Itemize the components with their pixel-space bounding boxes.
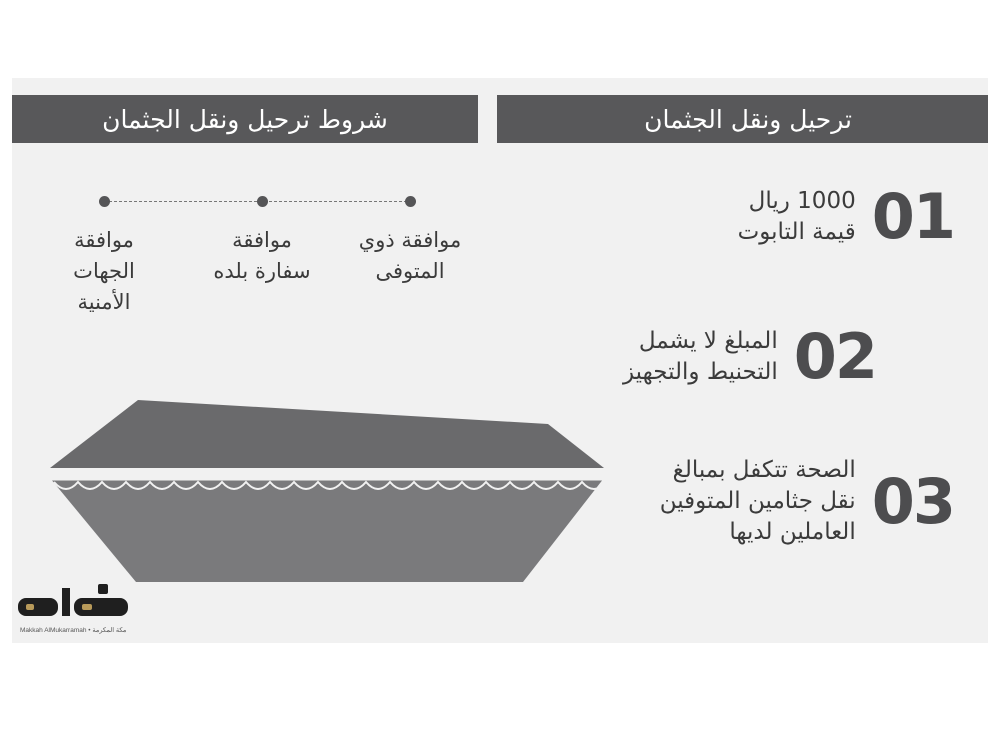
item-02-line-2: التحنيط والتجهيز [622, 358, 778, 385]
condition-security-line-2: الجهات [73, 259, 135, 283]
timeline-dot-icon [405, 196, 416, 207]
item-01-line-1: 1000 ريال [748, 187, 856, 214]
header-transfer [497, 95, 988, 143]
condition-embassy-line-1: موافقة [232, 228, 292, 252]
condition-security [44, 225, 164, 318]
condition-security-line-1: موافقة [74, 228, 134, 252]
item-02-text [623, 326, 778, 388]
item-03-line-1: الصحة تتكفل بمبالغ [672, 457, 856, 483]
item-02-number: 02 [793, 320, 876, 393]
condition-embassy [192, 225, 332, 287]
item-01-line-2: قيمة التابوت [737, 218, 856, 245]
condition-family [340, 225, 480, 287]
timeline-dot-icon [257, 196, 268, 207]
item-01 [738, 180, 954, 253]
item-02 [623, 320, 876, 393]
item-03-line-3: العاملين لديها [729, 519, 856, 545]
item-03-line-2: نقل جثامين المتوفين [659, 488, 856, 514]
header-transfer-title: ترحيل ونقل الجثمان [644, 104, 852, 134]
logo-caption: Makkah AlMukarramah • مكة المكرمة [20, 627, 127, 634]
coffin-band [50, 468, 604, 478]
item-01-text [738, 186, 856, 248]
item-02-line-1: المبلغ لا يشمل [638, 327, 778, 354]
coffin-lid [50, 400, 604, 468]
coffin-body [50, 478, 604, 582]
header-conditions [12, 95, 478, 143]
header-conditions-title: شروط ترحيل ونقل الجثمان [102, 104, 388, 134]
condition-family-line-2: المتوفى [375, 259, 445, 283]
item-03 [660, 455, 954, 548]
condition-family-line-1: موافقة ذوي [358, 228, 462, 252]
condition-embassy-line-2: سفارة بلده [213, 259, 311, 283]
condition-security-line-3: الأمنية [77, 290, 131, 314]
item-03-text [660, 455, 856, 548]
item-03-number: 03 [871, 465, 954, 538]
item-01-number: 01 [871, 180, 954, 253]
coffin-illustration-icon [48, 398, 608, 586]
makkah-logo [18, 580, 130, 638]
timeline-dot-icon [99, 196, 110, 207]
